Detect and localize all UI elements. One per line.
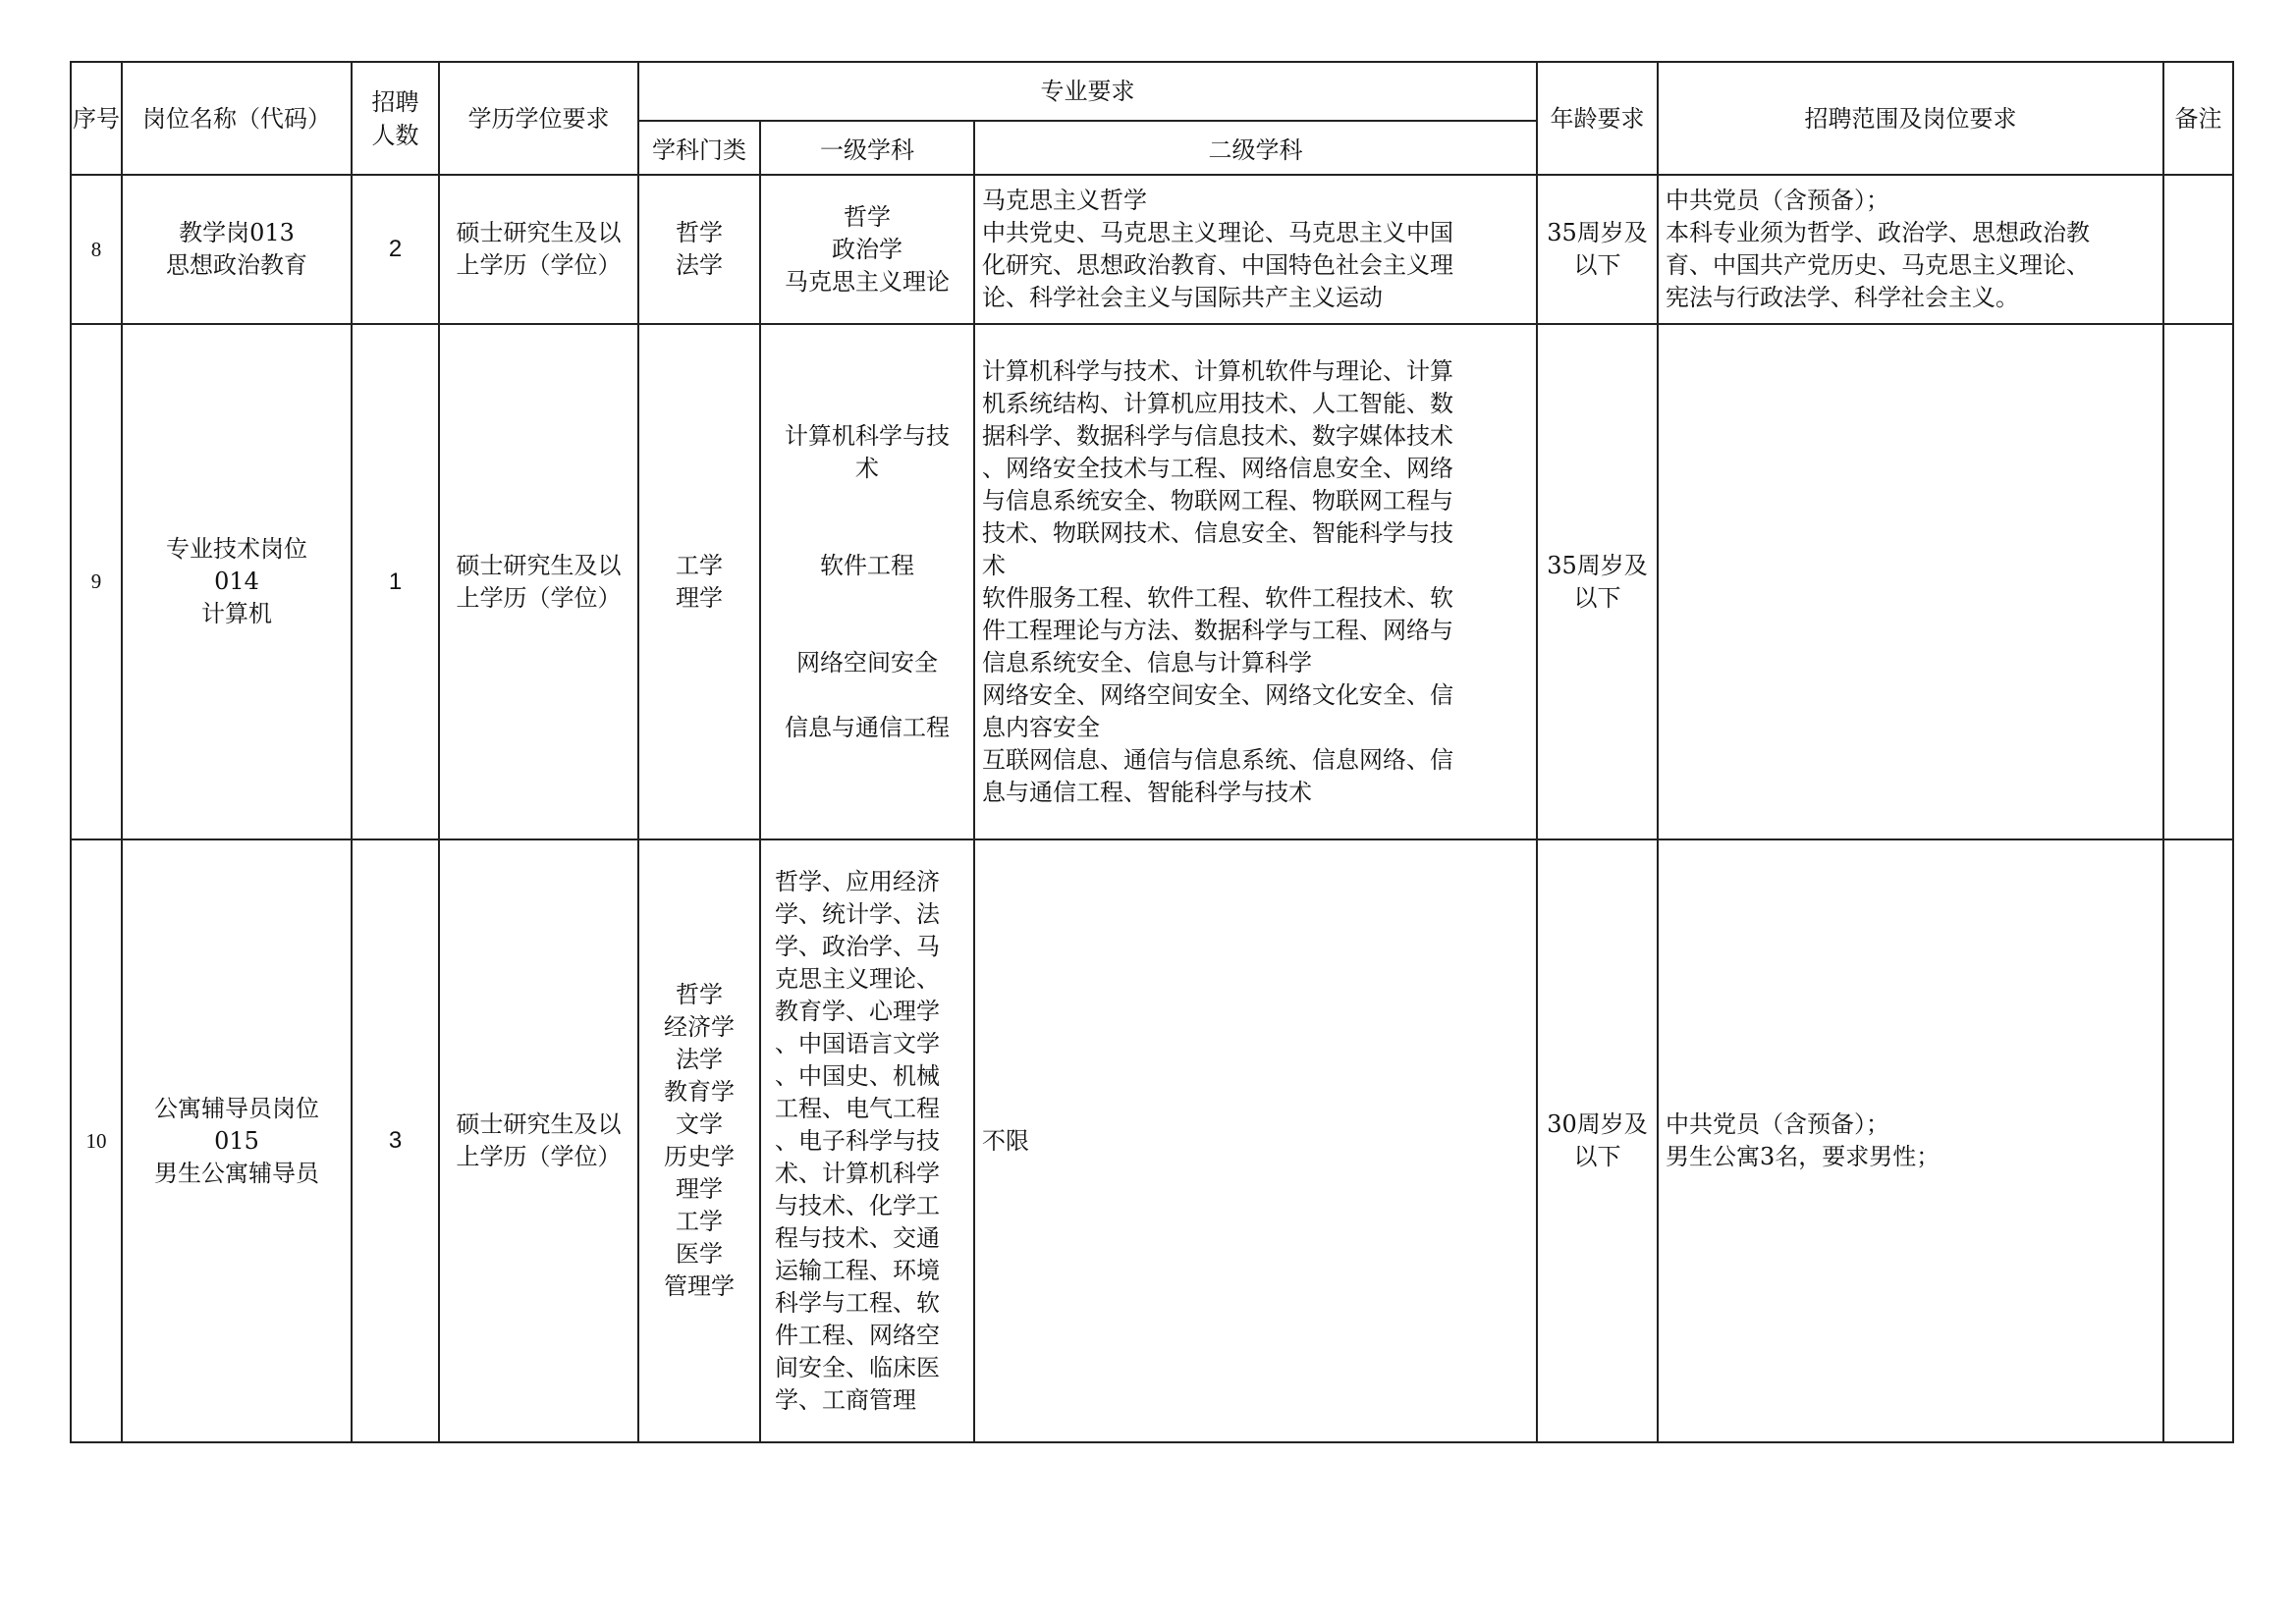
second-level-line: 化研究、思想政治教育、中国特色社会主义理 <box>982 251 1453 279</box>
scope-line: 中共党员（含预备）； <box>1666 1110 1890 1138</box>
row-first-level <box>760 839 974 1442</box>
age-line: 30周岁及 <box>1547 1110 1648 1138</box>
row-first-level <box>760 175 974 324</box>
row-scope <box>1658 175 2163 324</box>
table-row <box>71 175 2233 324</box>
row-seq: 8 <box>71 175 122 324</box>
row-position <box>122 175 352 324</box>
position-line: 015 <box>214 1126 259 1155</box>
second-level-line: 论、科学社会主义与国际共产主义运动 <box>982 284 1383 311</box>
second-level-line: 计算机科学与技术、计算机软件与理论、计算 <box>982 356 1453 385</box>
header-remark: 备注 <box>2163 62 2233 175</box>
second-level-line: 信息系统安全、信息与计算科学 <box>982 648 1312 676</box>
first-level-line: 程与技术、交通 <box>775 1223 940 1252</box>
scope-line: 男生公寓3名，要求男性； <box>1666 1143 1941 1170</box>
education-line: 硕士研究生及以 <box>456 551 622 579</box>
first-level-line: 克思主义理论、 <box>775 964 940 993</box>
table-row <box>71 324 2233 839</box>
row-remark <box>2163 839 2233 1442</box>
header-category: 学科门类 <box>638 121 760 175</box>
spacer <box>761 679 973 712</box>
second-level-line: 软件服务工程、软件工程、软件工程技术、软 <box>982 583 1453 612</box>
first-level-line: 软件工程 <box>820 551 914 579</box>
row-category <box>638 175 760 324</box>
header-major: 专业要求 <box>638 62 1537 121</box>
category-line: 哲学 <box>676 981 723 1008</box>
row-seq: 10 <box>71 839 122 1442</box>
position-line: 014 <box>214 568 259 595</box>
scope-line: 中共党员（含预备）； <box>1666 187 1890 214</box>
row-position <box>122 324 352 839</box>
row-age <box>1537 175 1658 324</box>
second-level-line: 件工程理论与方法、数据科学与工程、网络与 <box>982 616 1453 644</box>
first-level-line: 计算机科学与技 <box>785 421 950 450</box>
row-remark <box>2163 175 2233 324</box>
header-position: 岗位名称（代码） <box>122 62 352 175</box>
row-second-level <box>974 175 1537 324</box>
scope-line: 宪法与行政法学、科学社会主义。 <box>1666 284 2020 311</box>
second-level-line: 中共党史、马克思主义理论、马克思主义中国 <box>982 219 1453 246</box>
row-position <box>122 839 352 1442</box>
first-level-line: 哲学、应用经济 <box>775 867 940 895</box>
second-level-line: 机系统结构、计算机应用技术、人工智能、数 <box>982 389 1453 417</box>
row-first-level <box>760 324 974 839</box>
first-level-line: 政治学 <box>832 235 902 263</box>
first-level-line: 、中国语言文学 <box>775 1029 940 1057</box>
category-line: 工学 <box>676 1208 723 1235</box>
position-line: 计算机 <box>201 600 272 627</box>
first-level-line: 、中国史、机械 <box>775 1061 940 1090</box>
header-scope: 招聘范围及岗位要求 <box>1658 62 2163 175</box>
category-line: 工学 <box>676 551 723 579</box>
spacer <box>761 485 973 517</box>
row-category <box>638 839 760 1442</box>
first-level-line: 运输工程、环境 <box>775 1256 940 1284</box>
category-line: 管理学 <box>664 1272 735 1300</box>
category-line: 历史学 <box>664 1143 735 1170</box>
row-scope <box>1658 839 2163 1442</box>
first-level-line: 工程、电气工程 <box>775 1094 940 1122</box>
first-level-line: 间安全、临床医 <box>775 1353 940 1381</box>
age-line: 以下 <box>1573 1143 1621 1170</box>
second-level-line: 与信息系统安全、物联网工程、物联网工程与 <box>982 486 1453 514</box>
first-level-line: 与技术、化学工 <box>775 1191 940 1219</box>
first-level-line: 学、工商管理 <box>775 1385 916 1414</box>
category-line: 经济学 <box>664 1013 735 1041</box>
category-line: 哲学 <box>676 219 723 246</box>
second-level-line: 互联网信息、通信与信息系统、信息网络、信 <box>982 745 1453 774</box>
first-level-line: 马克思主义理论 <box>785 267 950 296</box>
header-row-1 <box>71 62 2233 121</box>
second-level-line: 息内容安全 <box>982 713 1100 741</box>
row-seq: 9 <box>71 324 122 839</box>
category-line: 法学 <box>676 1046 723 1073</box>
table-row <box>71 839 2233 1442</box>
row-age <box>1537 324 1658 839</box>
second-level-line: 、网络安全技术与工程、网络信息安全、网络 <box>982 454 1453 482</box>
row-education <box>439 175 638 324</box>
category-line: 教育学 <box>664 1078 735 1106</box>
header-count <box>352 62 439 175</box>
age-line: 以下 <box>1573 251 1621 279</box>
education-line: 上学历（学位） <box>456 583 622 612</box>
header-seq: 序号 <box>71 62 122 175</box>
education-line: 硕士研究生及以 <box>456 219 622 246</box>
education-line: 上学历（学位） <box>456 251 622 279</box>
row-scope <box>1658 324 2163 839</box>
row-count: 2 <box>352 175 439 324</box>
first-level-line: 哲学 <box>844 202 891 231</box>
category-line: 理学 <box>676 1175 723 1203</box>
first-level-line: 件工程、网络空 <box>775 1321 940 1349</box>
category-line: 理学 <box>676 583 723 612</box>
position-line: 思想政治教育 <box>166 251 307 279</box>
first-level-line: 网络空间安全 <box>796 648 938 676</box>
spacer <box>761 615 973 647</box>
first-level-line: 教育学、心理学 <box>775 997 940 1025</box>
header-age: 年龄要求 <box>1537 62 1658 175</box>
education-line: 上学历（学位） <box>456 1143 622 1170</box>
second-level-line: 术 <box>982 551 1006 579</box>
category-line: 医学 <box>676 1240 723 1268</box>
first-level-line: 、电子科学与技 <box>775 1126 940 1155</box>
first-level-line: 学、统计学、法 <box>775 899 940 928</box>
category-line: 文学 <box>676 1110 723 1138</box>
row-education <box>439 839 638 1442</box>
age-line: 35周岁及 <box>1547 551 1648 579</box>
header-count-line2: 人数 <box>371 121 419 149</box>
category-line: 法学 <box>676 251 723 279</box>
age-line: 35周岁及 <box>1547 219 1648 246</box>
row-age <box>1537 839 1658 1442</box>
row-count: 1 <box>352 324 439 839</box>
age-line: 以下 <box>1573 583 1621 612</box>
position-line: 教学岗013 <box>179 219 295 246</box>
row-category <box>638 324 760 839</box>
second-level-line: 技术、物联网技术、信息安全、智能科学与技 <box>982 518 1453 547</box>
scope-line: 育、中国共产党历史、马克思主义理论、 <box>1666 251 2091 279</box>
header-education: 学历学位要求 <box>439 62 638 175</box>
scope-line: 本科专业须为哲学、政治学、思想政治教 <box>1666 219 2091 246</box>
row-second-level <box>974 839 1537 1442</box>
first-level-line: 学、政治学、马 <box>775 932 940 960</box>
row-remark <box>2163 324 2233 839</box>
position-line: 男生公寓辅导员 <box>154 1159 319 1187</box>
education-line: 硕士研究生及以 <box>456 1110 622 1138</box>
header-count-line1: 招聘 <box>371 87 419 116</box>
row-education <box>439 324 638 839</box>
first-level-line: 术 <box>855 454 879 482</box>
second-level-line: 不限 <box>982 1126 1029 1155</box>
second-level-line: 息与通信工程、智能科学与技术 <box>982 778 1312 806</box>
position-line: 专业技术岗位 <box>166 535 307 563</box>
second-level-line: 据科学、数据科学与信息技术、数字媒体技术 <box>982 421 1453 450</box>
position-line: 公寓辅导员岗位 <box>154 1094 319 1122</box>
first-level-line: 科学与工程、软 <box>775 1288 940 1317</box>
spacer <box>761 582 973 615</box>
spacer <box>761 517 973 550</box>
row-second-level <box>974 324 1537 839</box>
second-level-line: 马克思主义哲学 <box>982 187 1147 214</box>
second-level-line: 网络安全、网络空间安全、网络文化安全、信 <box>982 680 1453 709</box>
recruitment-table <box>70 61 2234 1443</box>
header-second-level: 二级学科 <box>974 121 1537 175</box>
header-first-level: 一级学科 <box>760 121 974 175</box>
first-level-line: 术、计算机科学 <box>775 1159 940 1187</box>
first-level-line: 信息与通信工程 <box>785 713 950 741</box>
row-count: 3 <box>352 839 439 1442</box>
